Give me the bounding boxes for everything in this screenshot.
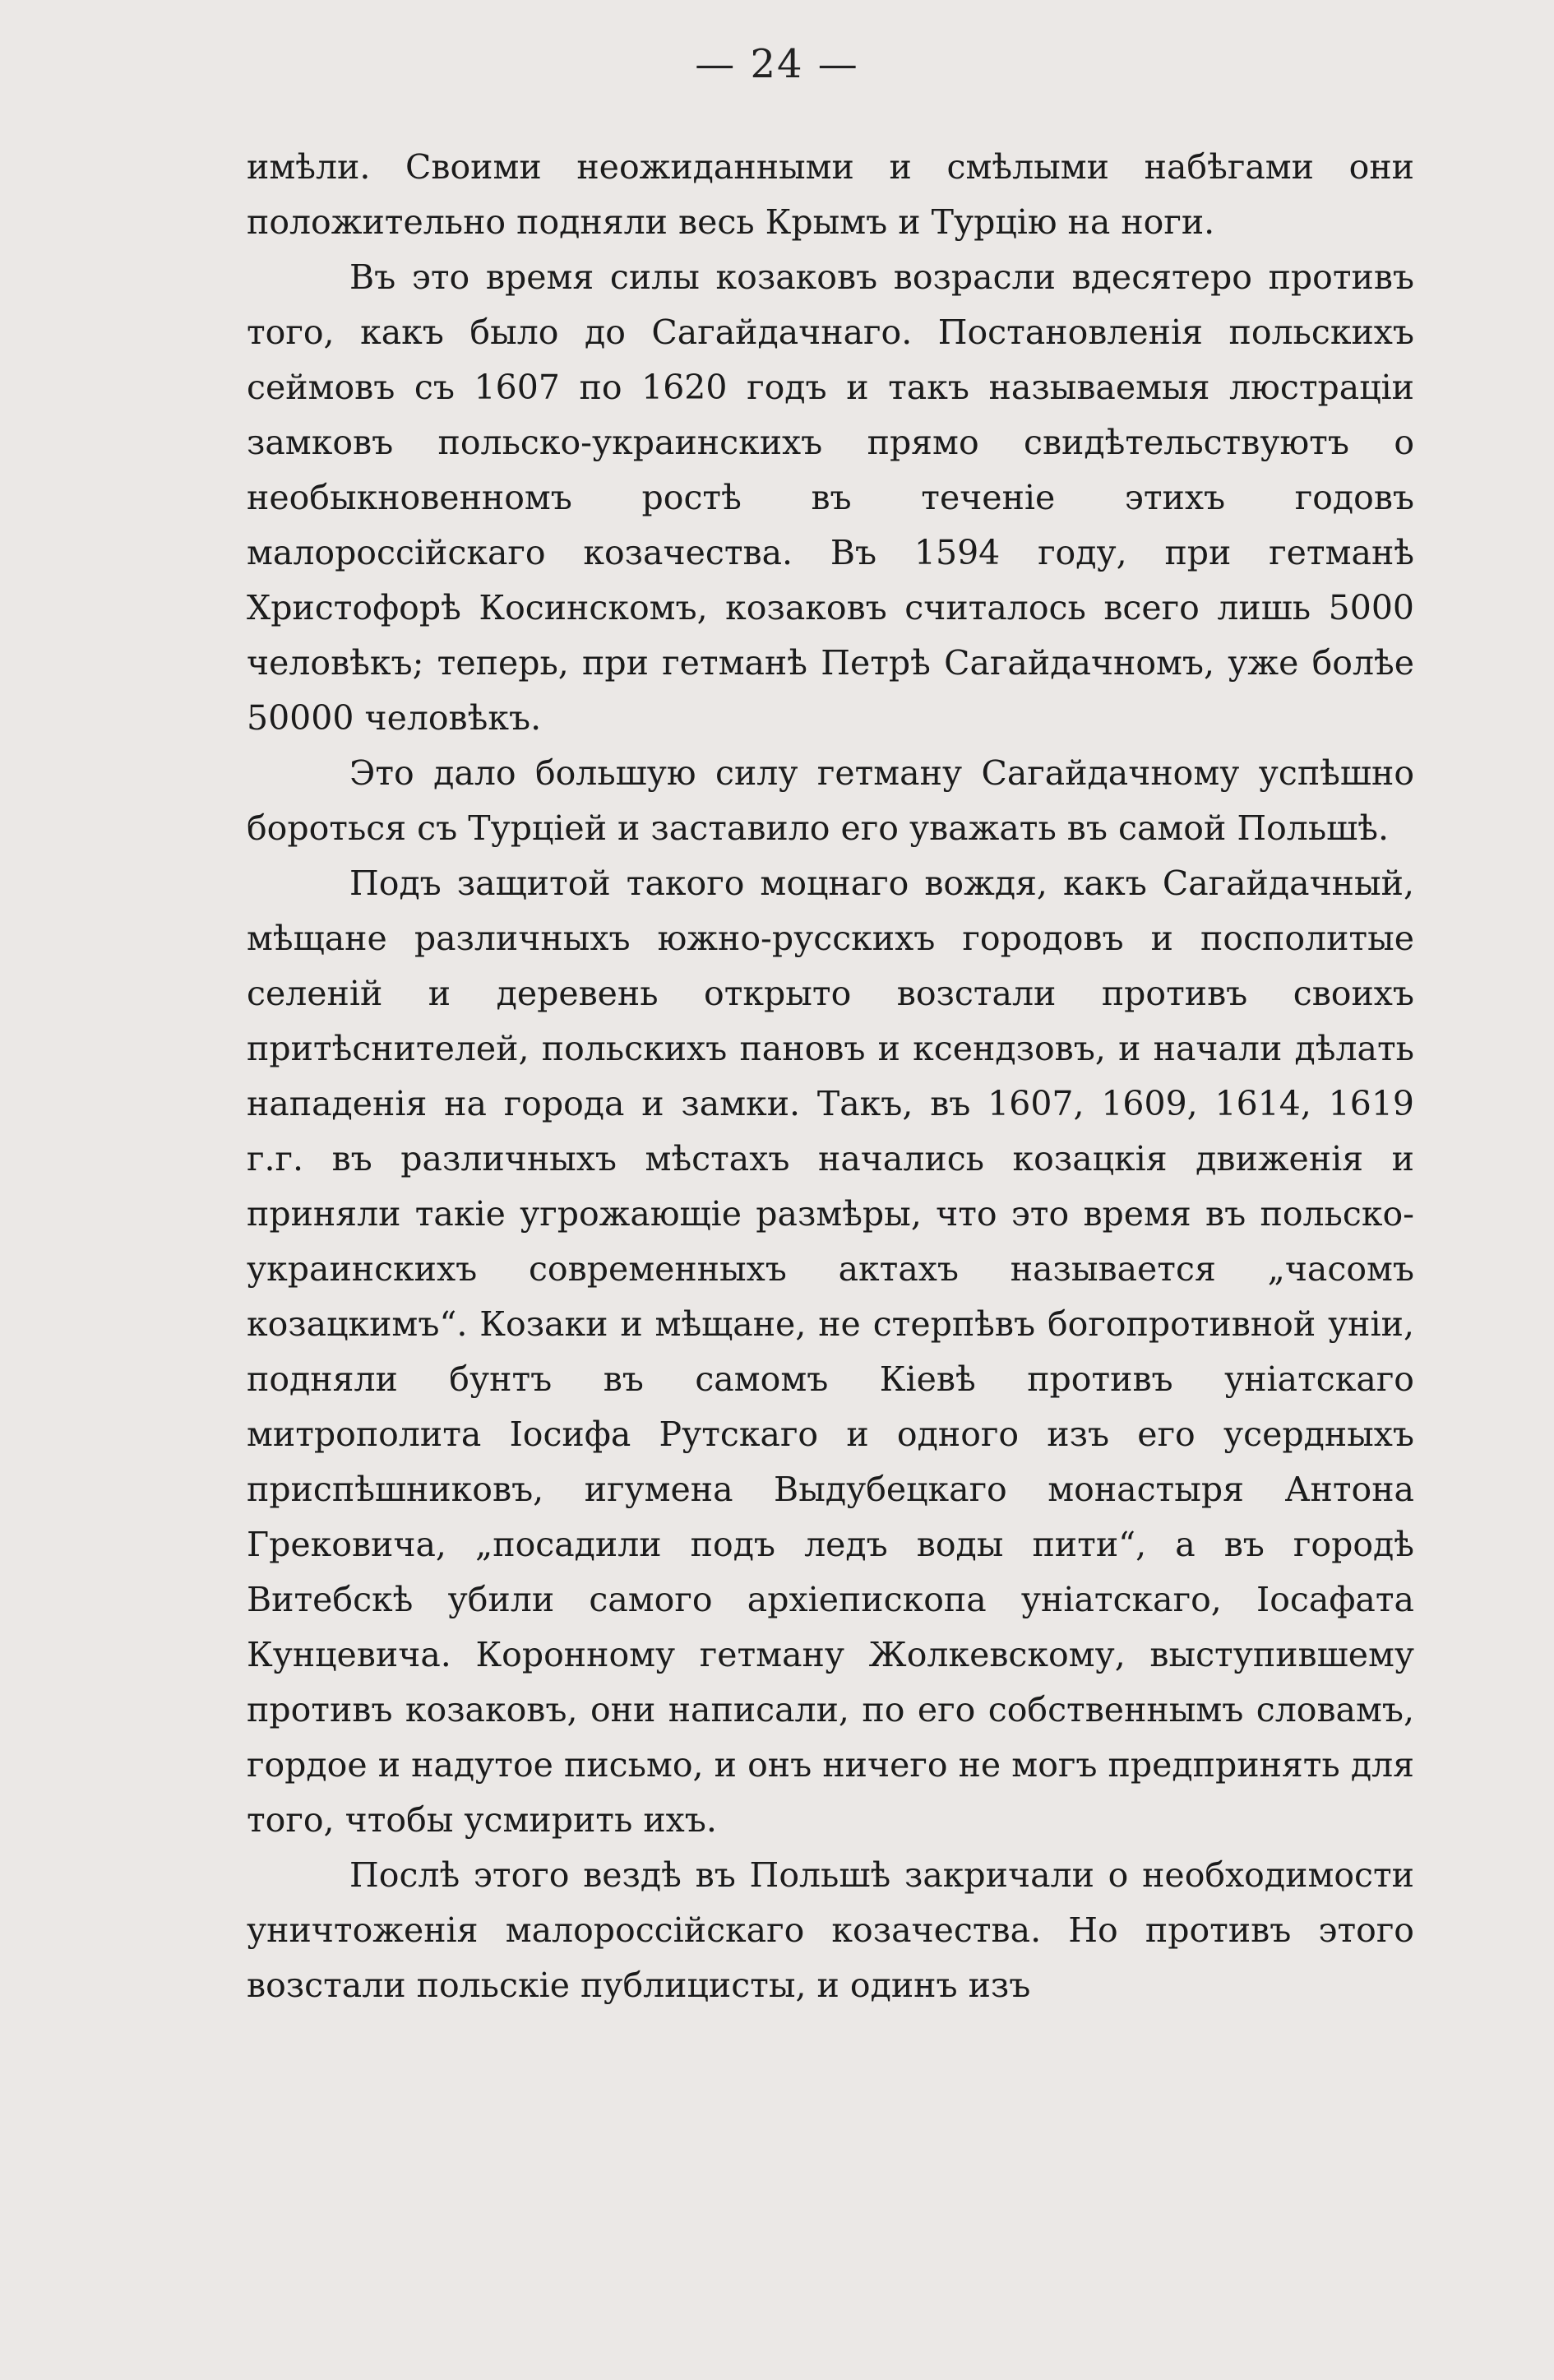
paragraph-1: имѣли. Своими неожиданными и смѣлыми набѣгами они положительно подняли весь Крымъ и Турцію на ноги. [247, 147, 1414, 242]
body-text [247, 140, 1414, 2013]
paragraph-2: Въ это время силы козаковъ возрасли вдесятеро противъ того, какъ было до Сагайдачнаго. Постановленія польскихъ сеймовъ съ 1607 по 1620 годъ и такъ называемыя люстраціи замковъ польско-украинскихъ прямо свидѣтельствуютъ о необыкновенномъ ростѣ въ теченіе этихъ годовъ малороссійскаго козачества. Въ 1594 году, при гетманѣ Христофорѣ Косинскомъ, козаковъ считалось всего лишь 5000 человѣкъ; теперь, при гетманѣ Петрѣ Сагайдачномъ, уже болѣе 50000 человѣкъ. [247, 257, 1414, 738]
paragraph-4: Подъ защитой такого моцнаго вождя, какъ Сагайдачный, мѣщане различныхъ южно-русскихъ городовъ и посполитые селеній и деревень открыто возстали противъ своихъ притѣснителей, польскихъ пановъ и ксендзовъ, и начали дѣлать нападенія на города и замки. Такъ, въ 1607, 1609, 1614, 1619 г.г. въ различныхъ мѣстахъ начались козацкія движенія и приняли такіе угрожающіе размѣры, что это время въ польско-украинскихъ современныхъ актахъ называется „часомъ козацкимъ“. Козаки и мѣщане, не стерпѣвъ богопротивной уніи, подняли бунтъ въ самомъ Кіевѣ противъ уніатскаго митрополита Іосифа Рутскаго и одного изъ его усердныхъ приспѣшниковъ, игумена Выдубецкаго монастыря Антона Грековича, „посадили подъ ледъ воды пити“, а въ городѣ Витебскѣ убили самого архіепископа уніатскаго, Іосафата Кунцевича. Коронному гетману Жолкевскому, выступившему противъ козаковъ, они написали, по его собственнымъ словамъ, гордое и надутое письмо, и онъ ничего не могъ предпринять для того, чтобы усмирить ихъ. [247, 864, 1414, 1840]
paragraph-5: Послѣ этого вездѣ въ Польшѣ закричали о необходимости уничтоженія малороссійскаго козачества. Но противъ этого возстали польскіе публицисты, и одинъ изъ [247, 1855, 1414, 2005]
paragraph-3: Это дало большую силу гетману Сагайдачному успѣшно бороться съ Турціей и заставило его уважать въ самой Польшѣ. [247, 753, 1414, 848]
page-number: — 24 — [695, 41, 859, 87]
